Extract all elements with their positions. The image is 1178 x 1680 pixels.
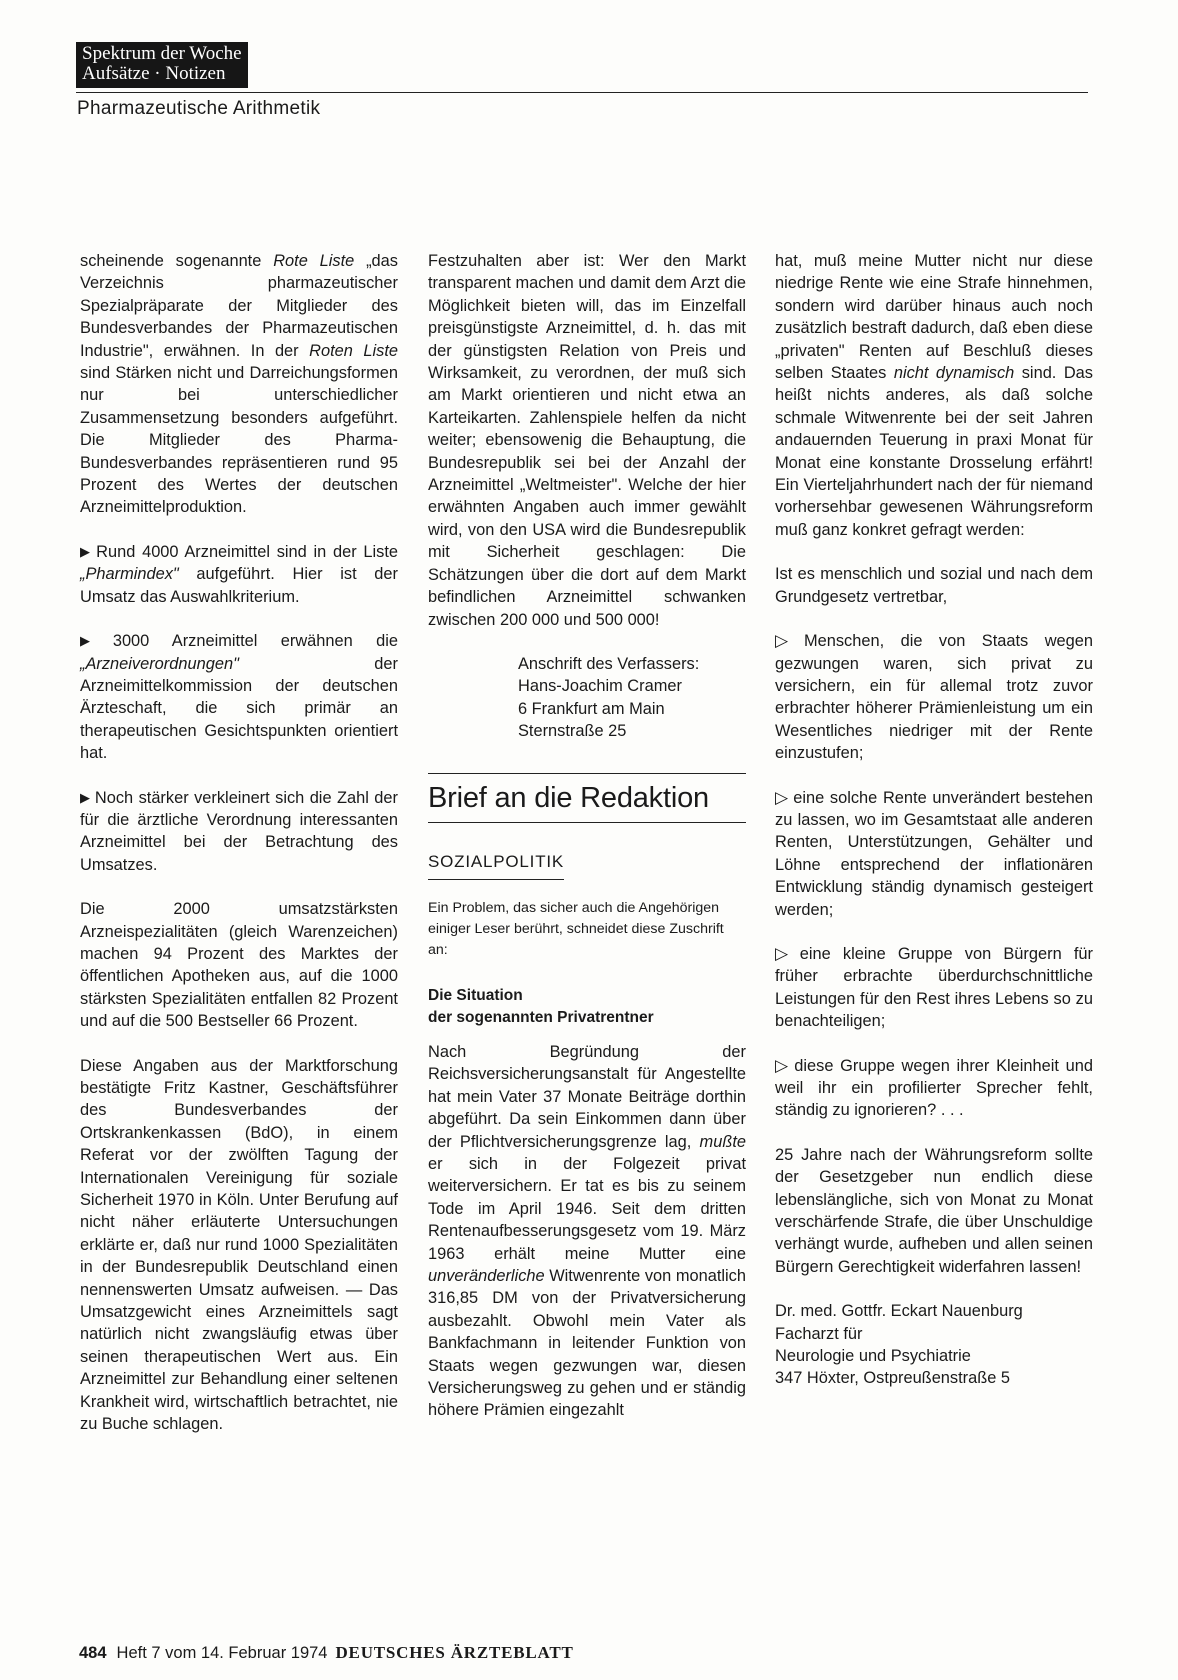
paragraph: hat, muß meine Mutter nicht nur diese niedrige Rente wie eine Strafe hinnehmen, sondern wird darüber hinaus auch noch zusätzlich bestraft dadurch, daß eben diese „privaten" Renten auf Beschluß dieses selben Staates nicht dynamisch sind. Das heißt nichts anderes, als daß solche schmale Witwenrente bei der seit Jahren andauernden Teuerung in praxi Monat für Monat eine konstante Drosselung erfährt! Ein Vierteljahrhundert nach der für niemand vorhersehbar gewesenen Währungsreform muß ganz konkret gefragt werden: — [775, 252, 1093, 539]
page-number: 484 — [79, 1644, 107, 1662]
bullet-paragraph: ▷ Menschen, die von Staats wegen gezwungen waren, sich privat zu versichern, ein für allemal trotz zuvor erbrachter höherer Prämienleistung um ein Wesentliches niedriger mit der Rente einzustufen; — [775, 631, 1093, 763]
author-address: Anschrift des Verfassers: Hans-Joachim Cramer 6 Frankfurt am Main Sternstraße 25 — [518, 654, 700, 741]
signature-block: Dr. med. Gottfr. Eckart Nauenburg Facharzt für Neurologie und Psychiatrie 347 Höxter, Ostpreußenstraße 5 — [775, 1302, 1023, 1388]
letter-section-title: Brief an die Redaktion — [428, 781, 709, 814]
solid-triangle-icon: ▶ — [80, 789, 91, 805]
paragraph: Festzuhalten aber ist: Wer den Markt transparent machen und damit dem Arzt die Möglichkeit bieten will, das im Einzelfall preisgünstigste Arzneimittel, d. h. das mit der günstigsten Relation von Preis und Wirksamkeit, zu verordnen, der muß sich am Markt orientieren und nicht etwa an Karteikarten. Zahlenspiele helfen da nicht weiter; ebensowenig die Behauptung, die Bundesrepublik sei bei der Anzahl der Arzneimittel „Weltmeister". Welche der hier erwähnten Angaben auch immer gewählt wird, von den USA wird die Bundesrepublik mit Sicherheit geschlagen: Die Schätzungen über die dort auf dem Markt befindlichen Arzneimittel schwanken zwischen 200 000 und 500 000! — [428, 252, 746, 629]
paragraph: 25 Jahre nach der Währungsreform sollte der Gesetzgeber nun endlich diese lebenslängliche, sich von Monat zu Monat verschärfende Strafe, die über Unschuldige verhängt wurde, aufheben und allen seinen Bürgern Gerechtigkeit widerfahren lassen! — [775, 1145, 1093, 1276]
outline-triangle-icon: ▷ — [775, 787, 790, 807]
bullet-paragraph: ▷ eine solche Rente unverändert bestehen zu lassen, wo im Gesamtstaat alle anderen Renten, Unterstützungen, Gehälter und Löhne entsprechend der inflationären Entwicklung ständig dynamisch gesteigert werden; — [775, 787, 1093, 919]
bullet-paragraph: ▶ 3000 Arzneimittel erwähnen die „Arzneiverordnungen" der Arzneimittelkommission der deutschen Ärzteschaft, die sich primär an therapeutischen Gesichtspunkten orientiert hat. — [80, 632, 399, 763]
paragraph: Die 2000 umsatzstärksten Arzneispezialitäten (gleich Warenzeichen) machen 94 Prozent des Marktes der öffentlichen Apotheken aus, auf die 1000 stärksten Spezialitäten entfallen 82 Prozent und auf die 500 Bestseller 66 Prozent. — [80, 900, 398, 1031]
bullet-paragraph: ▶ Rund 4000 Arzneimittel sind in der Liste „Pharmindex" aufgeführt. Hier ist der Umsatz das Auswahlkriterium. — [80, 542, 398, 606]
outline-triangle-icon: ▷ — [775, 1055, 791, 1075]
header-rule — [76, 92, 1088, 93]
column-2 — [428, 250, 746, 1422]
paragraph: Diese Angaben aus der Marktforschung bestätigte Fritz Kastner, Geschäftsführer des Bundesverbandes der Ortskrankenkassen (BdO), in einem Referat vor der zwölften Tagung der Internationalen Vereinigung für soziale Sicherheit 1970 in Köln. Unter Berufung auf nicht näher erläuterte Untersuchungen erklärte er, daß nur rund 1000 Spezialitäten in der Bundesrepublik Deutschland einen nennenswerten Umsatz aufweisen. — Das Umsatzgewicht eines Arzneimittels sagt natürlich nicht zwangsläufig etwas über seinen therapeutischen Wert aus. Ein Arzneimittel zur Behandlung einer seltenen Krankheit wird, wirtschaftlich betrachtet, nie zu Buche schlagen. — [80, 1056, 398, 1434]
masthead — [76, 42, 248, 88]
outline-triangle-icon: ▷ — [775, 631, 800, 651]
journal-name: DEUTSCHES ÄRZTEBLATT — [335, 1643, 574, 1662]
paragraph: scheinende sogenannte Rote Liste „das Verzeichnis pharmazeutischer Spezialpräparate der Mitglieder des Bundesverbandes der Pharmazeutischen Industrie", erwähnen. In der Roten Liste sind Stärken nicht und Darreichungsformen nur bei unterschiedlicher Zusammensetzung besonders aufgeführt. Die Mitglieder des Pharma-Bundesverbandes repräsentieren rund 95 Prozent des Wertes der deutschen Arzneimittelproduktion. — [80, 252, 398, 517]
bullet-paragraph: ▷ diese Gruppe wegen ihrer Kleinheit und weil ihr ein profilierter Sprecher fehlt, ständig zu ignorieren? . . . — [775, 1055, 1094, 1120]
section-rule — [428, 822, 746, 823]
solid-triangle-icon: ▶ — [80, 543, 93, 559]
page-footer — [79, 1643, 574, 1663]
section-label: SOZIALPOLITIK — [428, 851, 564, 880]
column-3 — [775, 250, 1093, 1390]
bullet-paragraph: ▶ Noch stärker verkleinert sich die Zahl der für die ärztliche Verordnung interessanten Arzneimittel bei der Betrachtung des Umsatzes. — [80, 788, 398, 874]
issue-info: Heft 7 vom 14. Februar 1974 — [116, 1644, 328, 1662]
solid-triangle-icon: ▶ — [80, 633, 109, 649]
letter-headline: Die Situation der sogenannten Privatrentner — [428, 986, 654, 1026]
editor-intro: Ein Problem, das sicher auch die Angehörigen einiger Leser berührt, schneidet diese Zuschrift an: — [428, 899, 724, 958]
masthead-line-2: Aufsätze · Notizen — [82, 63, 226, 84]
section-rule — [428, 773, 746, 774]
bullet-paragraph: ▷ eine kleine Gruppe von Bürgern für früher erbrachte überdurchschnittliche Leistungen für den Rest ihres Lebens so zu benachteiligen; — [775, 943, 1094, 1031]
paragraph: Ist es menschlich und sozial und nach dem Grundgesetz vertretbar, — [775, 565, 1093, 606]
column-1 — [80, 250, 398, 1436]
page-title: Pharmazeutische Arithmetik — [77, 98, 321, 119]
masthead-line-1: Spektrum der Woche — [82, 43, 242, 64]
outline-triangle-icon: ▷ — [775, 943, 796, 963]
paragraph: Nach Begründung der Reichsversicherungsanstalt für Angestellte hat mein Vater 37 Monate Beiträge dorthin abgeführt. Da sein Einkommen dann über der Pflichtversicherungsgrenze lag, mußte er sich in der Folgezeit privat weiterversichern. Er tat es bis zu seinem Tode im April 1946. Seit dem dritten Rentenaufbesserungsgesetz vom 19. März 1963 erhält meine Mutter eine unveränderliche Witwenrente von monatlich 316,85 DM von der Privatversicherung ausbezahlt. Obwohl mein Vater als Bankfachmann in leitender Funktion von Staats wegen gezwungen war, diesen Versicherungsweg zu gehen und er ständig höhere Prämien eingezahlt — [428, 1042, 746, 1420]
